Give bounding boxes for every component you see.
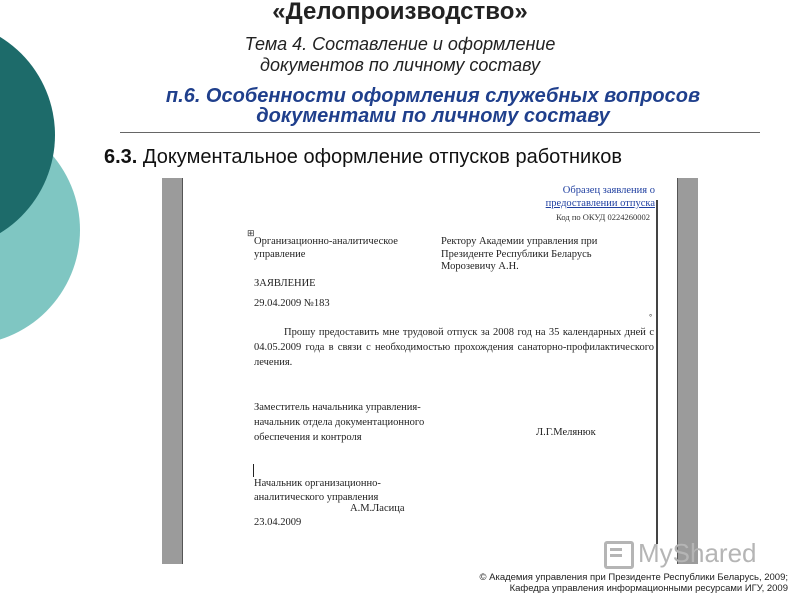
approval-signature-block bbox=[254, 400, 474, 445]
addressee-line-2: Президенте Республики Беларусь bbox=[441, 248, 592, 260]
divider-line bbox=[120, 132, 760, 133]
addressee-line-1: Ректору Академии управления при bbox=[441, 236, 598, 247]
presentation-icon bbox=[604, 541, 634, 569]
okud-code: Код по ОКУД 0224260002 bbox=[556, 212, 650, 222]
document-right-border bbox=[677, 178, 698, 564]
credits bbox=[479, 572, 788, 594]
head-line-1: Начальник организационно- bbox=[254, 478, 381, 489]
text-cursor bbox=[253, 464, 254, 477]
slide-title: «Делопроизводство» bbox=[272, 0, 528, 25]
topic-line-1: Тема 4. Составление и оформление bbox=[244, 34, 556, 54]
watermark bbox=[604, 538, 757, 569]
sample-caption-line-1: Образец заявления о bbox=[562, 185, 655, 196]
watermark-text: MyShared bbox=[638, 538, 757, 568]
subsection-text: Документальное оформление отпусков работников bbox=[142, 146, 622, 168]
document-left-border bbox=[162, 178, 183, 564]
subsection-heading bbox=[104, 146, 622, 169]
topic-heading bbox=[200, 34, 600, 76]
section-heading bbox=[118, 86, 748, 126]
credits-line-1: © Академия управления при Президенте Республики Беларусь, 2009; bbox=[479, 572, 788, 583]
head-signer-name: А.М.Ласица bbox=[350, 503, 405, 514]
credits-line-2: Кафедра управления информационными ресурсами ИГУ, 2009 bbox=[509, 583, 788, 594]
document-page-edge bbox=[656, 200, 658, 544]
subsection-number: 6.3. bbox=[104, 146, 138, 168]
topic-line-2: документов по личному составу bbox=[260, 55, 540, 75]
document-body: Прошу предоставить мне трудовой отпуск за 2008 год на 35 календарных дней с 04.05.2009 года в связи с необходимостью прохождения санаторно-профилактического лечения. bbox=[254, 327, 654, 368]
margin-mark-icon: ° bbox=[649, 313, 653, 322]
approval-line-1: Заместитель начальника управления- bbox=[254, 402, 421, 413]
sample-caption-line-2: предоставлении отпуска bbox=[545, 198, 655, 209]
decorative-circle-light bbox=[0, 115, 80, 345]
corner-bracket-icon: ⊞ bbox=[247, 228, 255, 238]
addressee bbox=[441, 236, 656, 274]
decorative-circle-dark bbox=[0, 20, 55, 250]
section-line-1: п.6. Особенности оформления служебных вопросов bbox=[165, 85, 701, 107]
section-line-2: документами по личному составу bbox=[256, 105, 610, 127]
head-signature-block bbox=[254, 477, 454, 505]
head-signature-date: 23.04.2009 bbox=[254, 517, 302, 528]
approval-line-3: обеспечения и контроля bbox=[254, 432, 362, 443]
head-line-2: аналитического управления bbox=[254, 492, 379, 503]
organization-name bbox=[254, 236, 439, 261]
organization-line-2: управление bbox=[254, 248, 306, 260]
sample-caption bbox=[520, 184, 655, 210]
addressee-line-3: Морозевичу А.Н. bbox=[441, 261, 519, 272]
organization-line-1: Организационно-аналитическое bbox=[254, 236, 398, 247]
document-type: ЗАЯВЛЕНИЕ bbox=[254, 278, 316, 289]
approval-line-2: начальник отдела документационного bbox=[254, 417, 425, 428]
approval-signer-name: Л.Г.Мелянюк bbox=[536, 427, 596, 438]
document-date-number: 29.04.2009 №183 bbox=[254, 298, 330, 309]
